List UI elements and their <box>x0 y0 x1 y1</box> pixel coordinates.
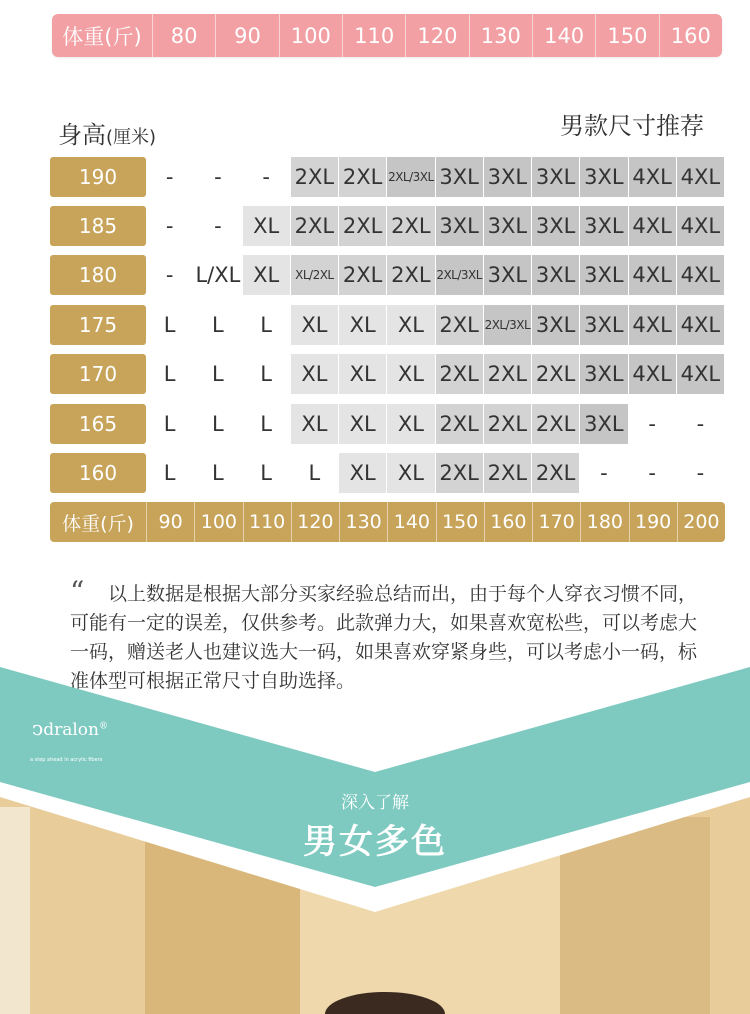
height-cell: 185 <box>50 206 146 246</box>
size-cell: L/XL <box>195 263 241 287</box>
size-cell: - <box>696 461 705 485</box>
size-cell: 2XL <box>532 354 579 394</box>
quote-mark-icon: “ <box>70 575 85 608</box>
size-cell: 2XL/3XL <box>484 305 531 345</box>
bottom-weight-value: 180 <box>580 502 628 542</box>
size-cell: 2XL <box>484 354 531 394</box>
size-cell: 2XL <box>532 453 579 493</box>
size-cell: L <box>163 313 176 337</box>
size-cell: 4XL <box>629 305 676 345</box>
size-cell: 2XL <box>532 404 579 444</box>
size-cell: XL <box>291 354 338 394</box>
size-cell: 2XL <box>339 255 386 295</box>
size-cell: 2XL <box>436 354 483 394</box>
height-cell: 175 <box>50 305 146 345</box>
size-cell: 4XL <box>629 206 676 246</box>
size-cell: 2XL <box>436 305 483 345</box>
dralon-tagline: a step ahead in acrylic fibers <box>30 757 103 763</box>
size-cell: - <box>696 412 705 436</box>
dralon-logo-mark-icon: ↄ <box>32 716 44 740</box>
size-cell: 2XL <box>339 157 386 197</box>
size-cell: - <box>214 214 222 238</box>
size-cell: 4XL <box>677 206 724 246</box>
bottom-weight-label: 体重(斤) <box>62 512 134 535</box>
dralon-logo <box>32 716 108 740</box>
size-cell: XL <box>243 255 290 295</box>
size-row <box>50 453 730 493</box>
bottom-weight-value: 120 <box>291 502 339 542</box>
size-cell: 4XL <box>629 354 676 394</box>
size-cell: 2XL <box>436 404 483 444</box>
size-row <box>50 157 730 197</box>
size-cell: 4XL <box>629 157 676 197</box>
size-cell: 2XL/3XL <box>387 157 434 197</box>
top-weight-bar <box>52 14 722 57</box>
banner-subtitle: 深入了解 <box>341 793 409 813</box>
size-cell: XL <box>339 453 386 493</box>
size-cell: XL <box>243 206 290 246</box>
size-cell: XL <box>387 404 434 444</box>
size-cell: 2XL <box>484 404 531 444</box>
size-cell: XL <box>339 305 386 345</box>
size-cell: 3XL <box>580 206 627 246</box>
top-weight-value: 150 <box>595 14 658 57</box>
height-cell: 165 <box>50 404 146 444</box>
size-cell: 3XL <box>484 157 531 197</box>
size-row <box>50 255 730 295</box>
size-cell: 3XL <box>532 305 579 345</box>
size-cell: L <box>260 412 272 436</box>
size-cell: XL <box>339 404 386 444</box>
bottom-weight-value: 170 <box>532 502 580 542</box>
size-cell: 2XL/3XL <box>436 255 483 295</box>
size-row <box>50 305 730 345</box>
size-cell: XL <box>387 305 434 345</box>
size-cell: 2XL <box>291 206 338 246</box>
size-cell: L <box>212 313 224 337</box>
top-weight-value: 140 <box>532 14 595 57</box>
size-cell: 3XL <box>484 255 531 295</box>
size-row <box>50 404 730 444</box>
top-weight-value: 90 <box>215 14 278 57</box>
top-weight-value: 130 <box>469 14 532 57</box>
height-unit: (厘米) <box>106 127 157 148</box>
size-cell: 3XL <box>580 305 627 345</box>
size-cell: L <box>260 362 272 386</box>
bottom-weight-value: 130 <box>339 502 387 542</box>
bottom-weight-value: 200 <box>677 502 725 542</box>
size-row <box>50 206 730 246</box>
size-cell: 3XL <box>532 157 579 197</box>
height-cell: 180 <box>50 255 146 295</box>
size-cell: L <box>163 461 176 485</box>
size-cell: - <box>165 263 174 287</box>
top-weight-value: 120 <box>405 14 468 57</box>
size-cell: 4XL <box>629 255 676 295</box>
size-cell: 3XL <box>580 404 627 444</box>
top-weight-value: 110 <box>342 14 405 57</box>
size-cell: 3XL <box>484 206 531 246</box>
height-axis-label <box>58 115 156 150</box>
size-cell: 4XL <box>677 354 724 394</box>
size-cell: L <box>212 461 224 485</box>
size-cell: 3XL <box>436 157 483 197</box>
size-cell: - <box>262 165 270 189</box>
size-cell: L <box>163 412 176 436</box>
top-weight-value: 160 <box>659 14 722 57</box>
size-cell: 3XL <box>532 255 579 295</box>
registered-mark: ® <box>98 721 108 732</box>
size-cell: 2XL <box>387 255 434 295</box>
size-recommend-title: 男款尺寸推荐 <box>560 112 704 140</box>
dralon-logo-text: dralon <box>43 720 99 740</box>
size-row <box>50 354 730 394</box>
height-cell: 160 <box>50 453 146 493</box>
size-cell: 3XL <box>580 354 627 394</box>
bottom-weight-bar <box>50 502 725 542</box>
size-cell: L <box>212 362 224 386</box>
size-cell: XL <box>387 354 434 394</box>
size-cell: 4XL <box>677 305 724 345</box>
size-cell: L <box>260 313 272 337</box>
size-cell: XL/2XL <box>291 255 338 295</box>
bottom-weight-value: 190 <box>629 502 677 542</box>
size-cell: - <box>600 461 608 485</box>
bottom-weight-value: 90 <box>146 502 194 542</box>
top-weight-label: 体重(斤) <box>62 24 142 49</box>
bottom-weight-value: 100 <box>194 502 242 542</box>
top-weight-value: 80 <box>152 14 215 57</box>
size-cell: L <box>163 362 176 386</box>
size-cell: 2XL <box>339 206 386 246</box>
size-cell: - <box>214 165 222 189</box>
size-cell: 2XL <box>291 157 338 197</box>
banner-title: 男女多色 <box>303 822 447 862</box>
bottom-weight-value: 140 <box>387 502 435 542</box>
size-cell: 2XL <box>387 206 434 246</box>
size-cell: L <box>212 412 224 436</box>
size-cell: 3XL <box>580 255 627 295</box>
height-cell: 170 <box>50 354 146 394</box>
bottom-weight-value: 150 <box>436 502 484 542</box>
size-cell: XL <box>387 453 434 493</box>
size-cell: 4XL <box>677 255 724 295</box>
top-weight-value: 100 <box>279 14 342 57</box>
size-note-text: 以上数据是根据大部分买家经验总结而出，由于每个人穿衣习惯不同，可能有一定的误差，仅供参考。此款弹力大，如果喜欢宽松些，可以考虑大一码，赠送老人也建议选大一码，如果喜欢穿紧身些，可以考虑小一码，标准体型可根据正常尺寸自助选择。 <box>70 583 698 692</box>
size-cell: XL <box>291 404 338 444</box>
size-cell: 4XL <box>677 157 724 197</box>
size-cell: - <box>648 412 656 436</box>
size-cell: - <box>648 461 656 485</box>
size-cell: L <box>308 461 321 485</box>
size-cell: - <box>165 165 174 189</box>
size-cell: 3XL <box>532 206 579 246</box>
size-cell: XL <box>339 354 386 394</box>
size-cell: 2XL <box>484 453 531 493</box>
size-cell: 3XL <box>436 206 483 246</box>
bottom-weight-value: 110 <box>243 502 291 542</box>
height-cell: 190 <box>50 157 146 197</box>
size-cell: XL <box>291 305 338 345</box>
size-cell: - <box>165 214 174 238</box>
size-cell: L <box>260 461 272 485</box>
size-cell: 2XL <box>436 453 483 493</box>
size-cell: 3XL <box>580 157 627 197</box>
height-label-text: 身高 <box>58 121 106 149</box>
bottom-weight-value: 160 <box>484 502 532 542</box>
